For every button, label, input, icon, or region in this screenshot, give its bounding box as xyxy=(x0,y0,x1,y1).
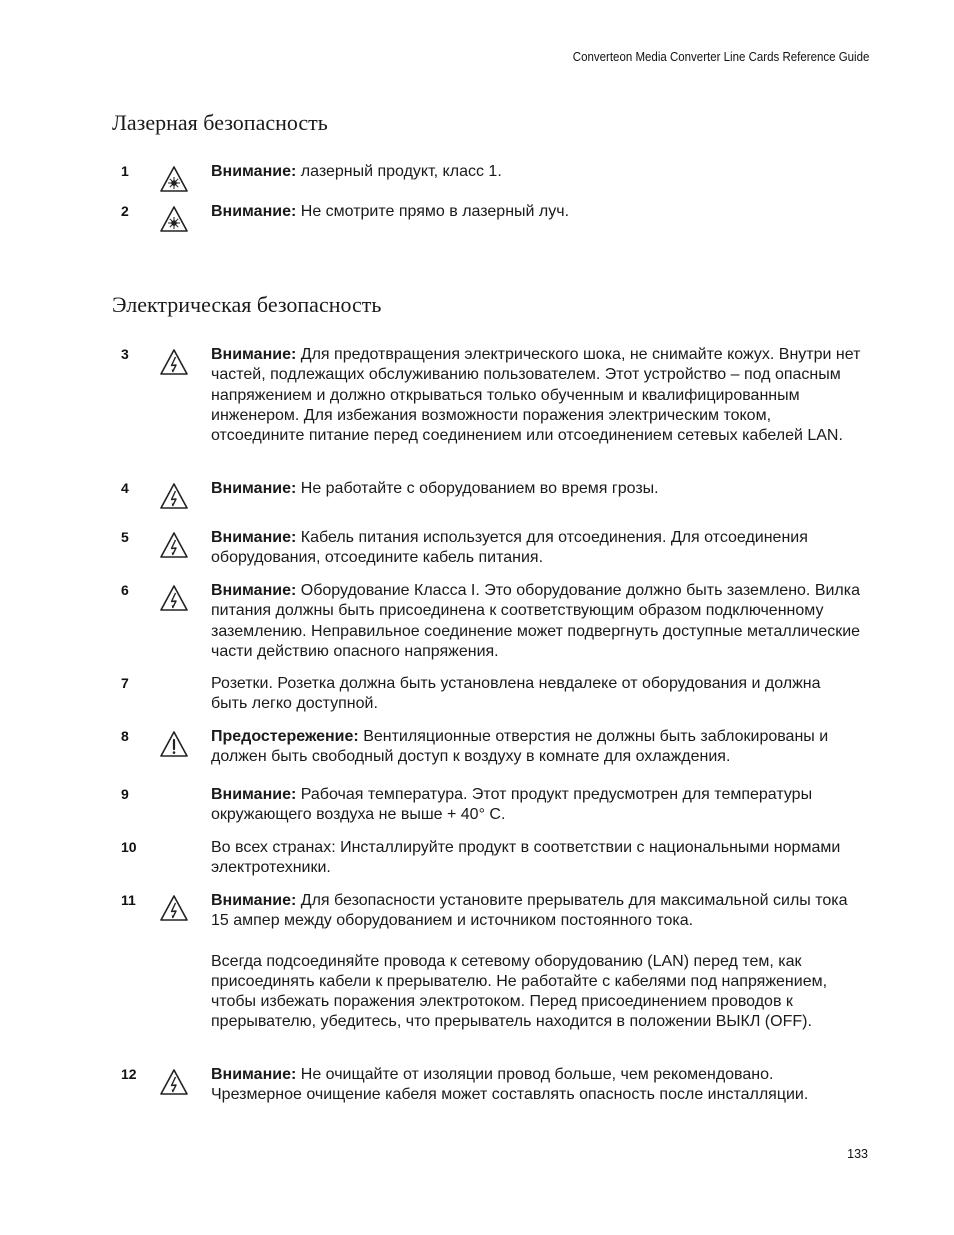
item-lead: Внимание: xyxy=(211,892,297,909)
item-text xyxy=(211,891,861,1033)
item-text xyxy=(211,1065,861,1106)
item-number: 5 xyxy=(121,529,129,545)
electrical-hazard-icon xyxy=(159,482,189,510)
running-header: Converteon Media Converter Line Cards Reference Guide xyxy=(572,50,869,64)
item-text xyxy=(211,727,861,768)
item-body: Во всех странах: Инсталлируйте продукт в соответствии с национальными нормами электротехники. xyxy=(211,839,841,877)
item-lead: Внимание: xyxy=(211,529,297,546)
item-number: 4 xyxy=(121,480,129,496)
electrical-hazard-icon xyxy=(159,894,189,922)
item-number: 10 xyxy=(121,839,137,855)
item-body: Кабель питания используется для отсоединения. Для отсоединения оборудования, отсоедините кабель питания. xyxy=(211,529,808,567)
item-lead: Внимание: xyxy=(211,1066,297,1083)
item-number: 1 xyxy=(121,163,129,179)
item-lead: Внимание: xyxy=(211,203,297,220)
electrical-hazard-icon xyxy=(159,348,189,376)
electrical-hazard-icon xyxy=(159,1068,189,1096)
item-body: Не работайте с оборудованием во время грозы. xyxy=(296,480,659,497)
item-number: 2 xyxy=(121,203,129,219)
item-number: 7 xyxy=(121,675,129,691)
item-body: Для безопасности установите прерыватель для максимальной силы тока 15 ампер между оборудованием и источником постоянного тока. xyxy=(211,892,848,930)
item-lead: Внимание: xyxy=(211,786,297,803)
item-text xyxy=(211,202,861,222)
section-title-electrical: Электрическая безопасность xyxy=(112,292,382,317)
item-body: Не смотрите прямо в лазерный луч. xyxy=(296,203,570,220)
item-number: 8 xyxy=(121,728,129,744)
item-text xyxy=(211,674,861,715)
item-lead: Внимание: xyxy=(211,346,297,363)
item-number: 9 xyxy=(121,786,129,802)
laser-warning-icon xyxy=(159,205,189,233)
item-paragraph xyxy=(211,891,861,932)
item-number: 3 xyxy=(121,346,129,362)
item-body: Рабочая температура. Этот продукт предусмотрен для температуры окружающего воздуха не выше + 40° C. xyxy=(211,786,813,824)
item-body: Оборудование Класса I. Это оборудование должно быть заземлено. Вилка питания должны быть присоединена к соответствующим образом подключенному заземлению. Неправильное соединение может подвергнуть доступные металлические части действию опасного напряжения. xyxy=(211,582,861,660)
item-lead: Предостережение: xyxy=(211,728,359,745)
item-text xyxy=(211,785,861,826)
item-text xyxy=(211,528,861,569)
item-body: Не очищайте от изоляции провод больше, чем рекомендовано. Чрезмерное очищение кабеля может составлять опасность после инсталляции. xyxy=(211,1066,809,1104)
item-number: 11 xyxy=(121,892,136,908)
laser-warning-icon xyxy=(159,165,189,193)
item-number: 6 xyxy=(121,582,129,598)
page-number: 133 xyxy=(847,1147,868,1161)
item-text xyxy=(211,479,861,499)
item-body: Розетки. Розетка должна быть установлена невдалеке от оборудования и должна быть легко доступной. xyxy=(211,675,821,713)
electrical-hazard-icon xyxy=(159,531,189,559)
item-text xyxy=(211,838,861,879)
item-text xyxy=(211,345,861,446)
item-body: лазерный продукт, класс 1. xyxy=(296,163,502,180)
item-body: Вентиляционные отверстия не должны быть заблокированы и должен быть свободный доступ к воздуху в комнате для охлаждения. xyxy=(211,728,829,766)
item-extra-paragraph: Всегда подсоединяйте провода к сетевому оборудованию (LAN) перед тем, как присоединять кабели к прерывателю. Не работайте с кабелями под напряжением, чтобы избежать поражения электротоком. Перед присоединением проводов к прерывателю, убедитесь, что прерыватель находится в положении ВЫКЛ (OFF). xyxy=(211,952,828,1031)
item-lead: Внимание: xyxy=(211,582,297,599)
item-text xyxy=(211,581,861,662)
item-lead: Внимание: xyxy=(211,163,297,180)
caution-icon xyxy=(159,730,189,758)
section-title-laser: Лазерная безопасность xyxy=(112,110,328,135)
item-lead: Внимание: xyxy=(211,480,297,497)
item-number: 12 xyxy=(121,1066,137,1082)
electrical-hazard-icon xyxy=(159,584,189,612)
item-body: Для предотвращения электрического шока, не снимайте кожух. Внутри нет частей, подлежащих обслуживанию пользователем. Этот устройство – под опасным напряжением и должно открываться только обученным и квалифицированным инженером. Для избежания возможности поражения электрическим током, отсоедините питание перед соединением или отсоединением сетевых кабелей LAN. xyxy=(211,346,861,445)
item-text xyxy=(211,162,861,182)
